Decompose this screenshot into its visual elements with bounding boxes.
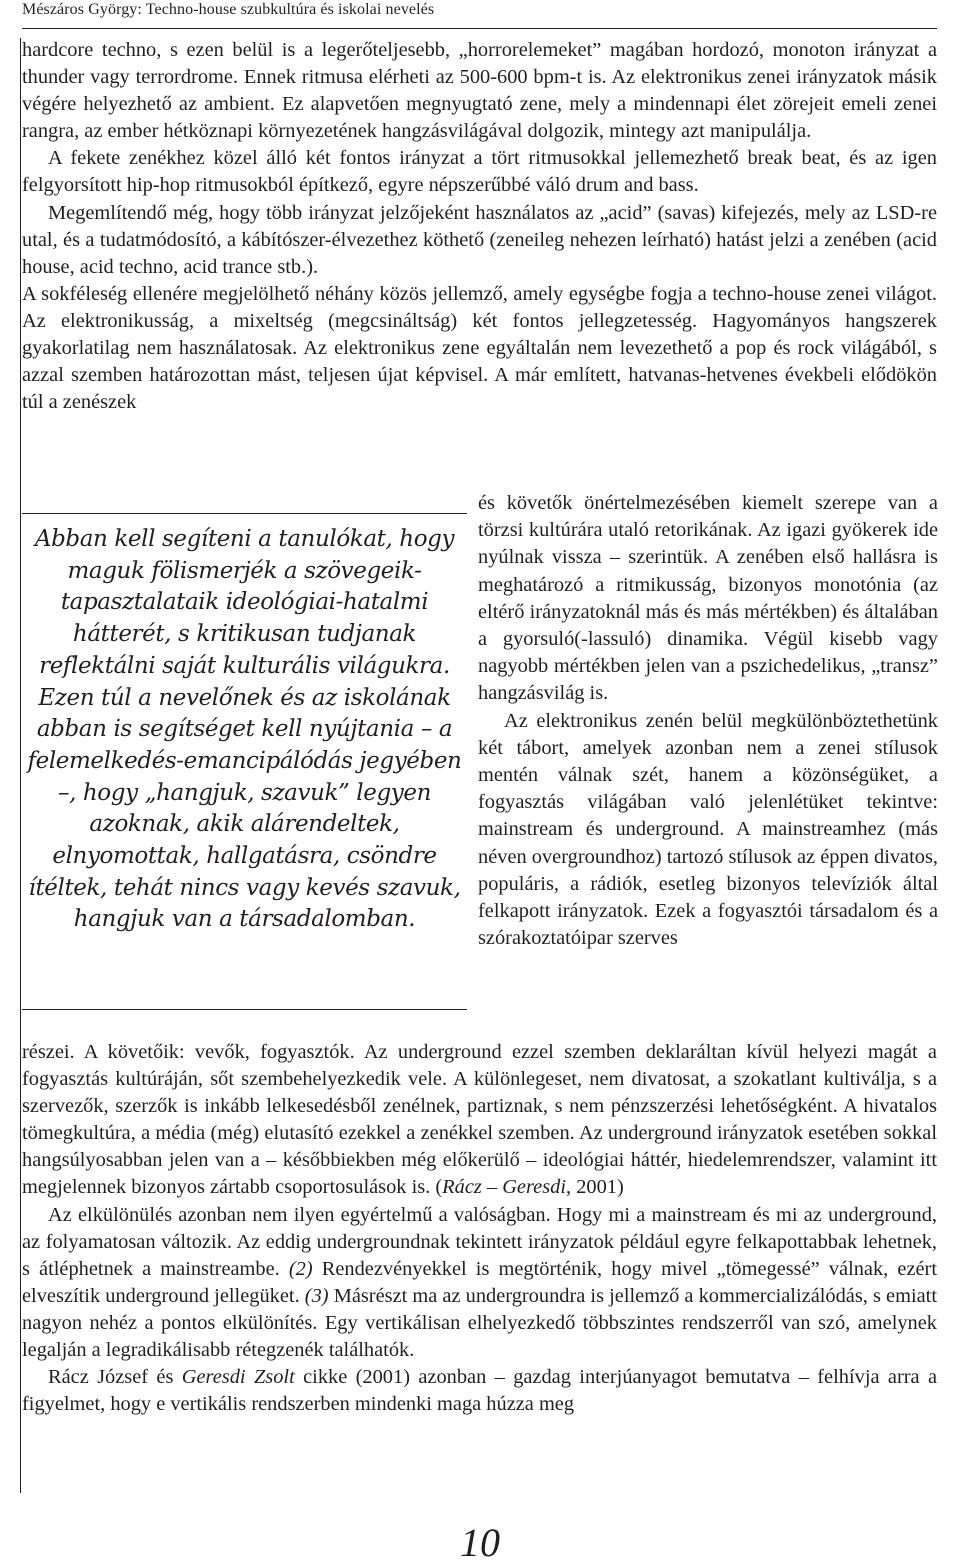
note-marker-3: (3) <box>304 1284 329 1307</box>
note-marker-2: (2) <box>288 1257 313 1280</box>
header-rule <box>22 28 937 29</box>
column-paragraph-1: és követők önértelmezésében kiemelt szerepe van a törzsi kultúrára utaló retorikának. Az igazi gyökerek ide nyúlnak vissza – szerintük. A zenében első hallásra is meghatározó a ritmikusság, bizonyos monotónia (az eltérő irányzatoknál más és más mértékben) és általában a gyorsuló(-lassuló) dinamika. Végül kisebb vagy nagyobb mértékben jelen van a pszichedelikus, „transz” hangzásvilág is. <box>478 492 938 705</box>
top-text-block <box>22 37 937 416</box>
paragraph-4: A sokféleség ellenére megjelölhető néhány közös jellemző, amely egységbe fogja a techno-house zenei világot. Az elektronikusság, a mixeltség (megcsináltság) két fontos jellegzetesség. Hagyományos hangszerek gyakorlatilag nem használatosak. Az elektronikus zene egyáltalán nem levezethető a pop és rock világából, s azzal szemben határozottan mást, teljesen újat képvisel. A már említett, hatvanas-hetvenes évekbeli elődökön túl a zenészek <box>22 282 937 414</box>
paragraph-7-part-2: cikke (2001) azonban – gazdag interjúanyagot bemutatva – felhívja arra a figyelmet, hogy e vertikális rendszerben mindenki maga húzza meg <box>22 1366 937 1416</box>
pull-quote-top-rule <box>22 513 467 514</box>
paragraph-6 <box>22 1202 937 1365</box>
paragraph-5-text: részei. A követőik: vevők, fogyasztók. Az underground ezzel szemben deklaráltan kívül helyezi magát a fogyasztás kultúráján, sőt szembehelyezkedik vele. A különlegeset, nem divatosat, a szokatlant kultiválja, s a szervezők, szerzők is inkább lelkesedésből zenélnek, partiznak, s nem pénzszerzési lehetőségként. A hivatalos tömegkultúra, a média (még) elutasító ezekkel a zenékkel szemben. Az underground irányzatok esetében sokkal hangsúlyosabban jelen van a – későbbiekben még előkerülő – ideológiai háttér, hiedelemrendszer, valamint itt megjelennek bizonyos zártabb csoportosulások is. ( <box>22 1041 937 1199</box>
paragraph-5 <box>22 1039 937 1202</box>
paragraph-6-part-1: Az elkülönülés azonban nem ilyen egyértelmű a valóságban. Hogy mi a mainstream és mi az underground, az folyamatosan változik. Az eddig undergroundnak tekintett irányzatok például egyre felkapottabbak lehetnek, s átléphetnek a mainstreambe. <box>22 1203 937 1280</box>
citation-year: , 2001) <box>566 1176 624 1199</box>
author-name-italic: Geresdi Zsolt <box>181 1366 295 1389</box>
bottom-text-block <box>22 1039 937 1418</box>
citation-authors: Rácz – Geresdi <box>442 1176 566 1199</box>
pull-quote: Abban kell segíteni a tanulókat, hogy maguk fölismerjék a szövegeik-tapasztalataik ideológiai-hatalmi hátterét, s kritikusan tudjanak reflektálni saját kulturális világukra. Ezen túl a nevelőnek és az iskolának abban is segítséget kell nyújtania – a felemelkedés-emancipálódás jegyében –, hogy „hangjuk, szavuk” legyen azoknak, akik alárendeltek, elnyomottak, hallgatásra, csöndre ítéltek, tehát nincs vagy kevés szavuk, hangjuk van a társadalomban. <box>27 526 462 933</box>
paragraph-2: A fekete zenékhez közel álló két fontos irányzat a tört ritmusokkal jellemezhető break beat, és az igen felgyorsított hip-hop ritmusokból építkező, egyre népszerűbbé váló drum and bass. <box>22 147 937 197</box>
column-paragraph-2: Az elektronikus zenén belül megkülönböztethetünk két tábort, amelyek azonban nem a zenei stílusok mentén válnak szét, hanem a közönségüket, a fogyasztás világában való jelenlétüket tekintve: mainstream és underground. A mainstreamhez (más néven overgroundhoz) tartozó stílusok az éppen divatos, populáris, a rádiók, esetleg bizonyos televíziók által felkapott irányzatok. Ezek a fogyasztói társadalom és a szórakoztatóipar szerves <box>478 709 938 950</box>
paragraph-7 <box>22 1364 937 1418</box>
right-column-text <box>478 490 938 952</box>
paragraph-3: Megemlítendő még, hogy több irányzat jelzőjeként használatos az „acid” (savas) kifejezés, mely az LSD-re utal, és a tudatmódosító, a kábítószer-élvezethez köthető (zeneileg nehezen leírható) hatást jelzi a zenében (acid house, acid techno, acid trance stb.). <box>22 201 937 278</box>
running-title: Mészáros György: Techno-house szubkultúra és iskolai nevelés <box>22 1 435 18</box>
paragraph-1: hardcore techno, s ezen belül is a legerőteljesebb, „horrorelemeket” magában hordozó, monoton irányzat a thunder vagy terrordrome. Ennek ritmusa elérheti az 500-600 bpm-t is. Az elektronikus zenei irányzatok másik végére helyezhető az ambient. Ez alapvetően megnyugtató zene, mely a mindennapi élet zörejeit emeli zenei rangra, az ember hétköznapi környezetének hangzásvilágával dolgozik, mintegy azt manipulálja. <box>22 39 937 143</box>
pull-quote-bottom-rule <box>22 1009 467 1010</box>
paragraph-6-part-2: Rendezvényekkel is megtörténik, hogy mivel „tömegessé” válnak, ezért elveszítik underground jellegüket. <box>22 1257 937 1307</box>
page-number: 10 <box>460 1520 500 1565</box>
paragraph-7-part-1: Rácz József és <box>48 1366 182 1389</box>
paragraph-6-part-3: Másrészt ma az undergroundra is jellemző a kommercializálódás, s emiatt nagyon nehéz a pontos elkülönítés. Egy vertikálisan elhelyezkedő többszintes rendszerről van szó, amelynek legalján a legradikálisabb rétegzenék találhatók. <box>22 1284 937 1362</box>
left-margin-rule <box>20 38 21 1493</box>
